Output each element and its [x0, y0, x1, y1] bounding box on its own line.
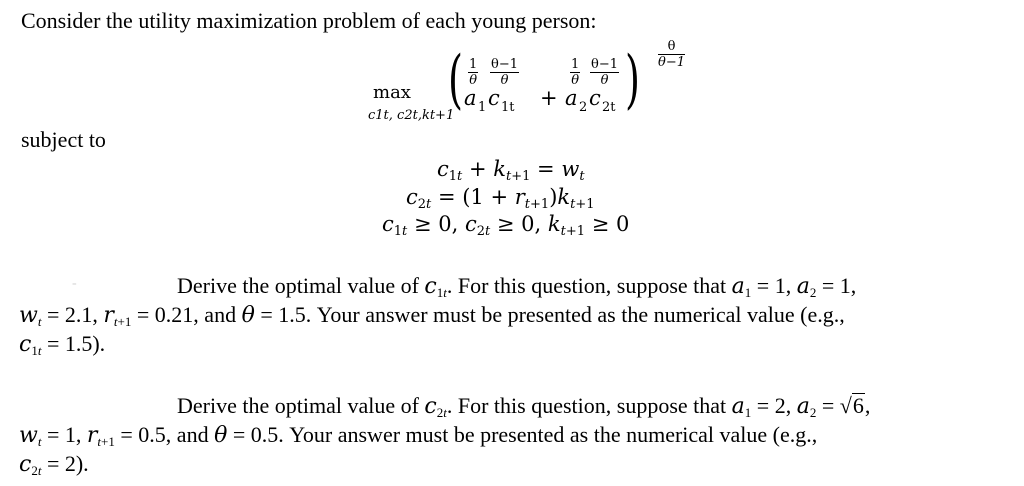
nonnegativity-constraints: c1t ≥ 0, c2t ≥ 0, kt+1 ≥ 0 [382, 212, 630, 239]
outer-exponent: $\frac{\theta}{\theta-1}$ [658, 39, 685, 70]
max-operator: max [373, 82, 411, 103]
left-paren: ( [447, 43, 463, 117]
term2-a-exponent: $\frac{1}{\theta}$ [571, 57, 580, 88]
term2-a-sub: 2 [579, 100, 588, 115]
question1-line1: Derive the optimal value of c1t. For this question, suppose that a1 = 1, a2 = 1, [177, 273, 857, 300]
budget-constraint-young: c1t + kt+1 = wt [437, 157, 585, 184]
objective-function [368, 38, 698, 128]
term2-c-sub: 2t [602, 100, 616, 115]
subject-to-label: subject to [21, 127, 106, 152]
intro-text: Consider the utility maximization problem of each young person: [21, 8, 597, 33]
term2-c: c [589, 86, 601, 110]
term1-c-exponent: $\frac{\theta-1}{\theta}$ [491, 57, 518, 88]
question2-line2: wt = 1, rt+1 = 0.5, and θ = 0.5. Your answer must be presented as the numerical value (e.g., [19, 422, 818, 449]
term2-a: a [565, 86, 578, 110]
budget-constraint-old: c2t = (1 + rt+1)kt+1 [406, 185, 595, 212]
question1-line2: wt = 2.1, rt+1 = 0.21, and θ = 1.5. Your answer must be presented as the numerical value (e.g., [19, 302, 845, 329]
question2-line3: c2t = 2). [19, 451, 89, 478]
question2-line1: Derive the optimal value of c2t. For this question, suppose that a1 = 2, a2 = √6, [177, 393, 871, 420]
term2-c-exponent: $\frac{\theta-1}{\theta}$ [591, 57, 618, 88]
question1-line3: c1t = 1.5). [19, 331, 106, 358]
term1-a-sub: 1 [478, 100, 487, 115]
term1-a-exponent: $\frac{1}{\theta}$ [469, 57, 478, 88]
max-choice-variables: c1t, c2t,kt+1 [368, 108, 455, 123]
right-paren: ) [624, 43, 640, 117]
plus-sign: + [540, 86, 558, 110]
faint-mark: - [72, 276, 77, 291]
term1-c-sub: 1t [501, 100, 515, 115]
term1-c: c [488, 86, 500, 110]
term1-a: a [464, 86, 477, 110]
